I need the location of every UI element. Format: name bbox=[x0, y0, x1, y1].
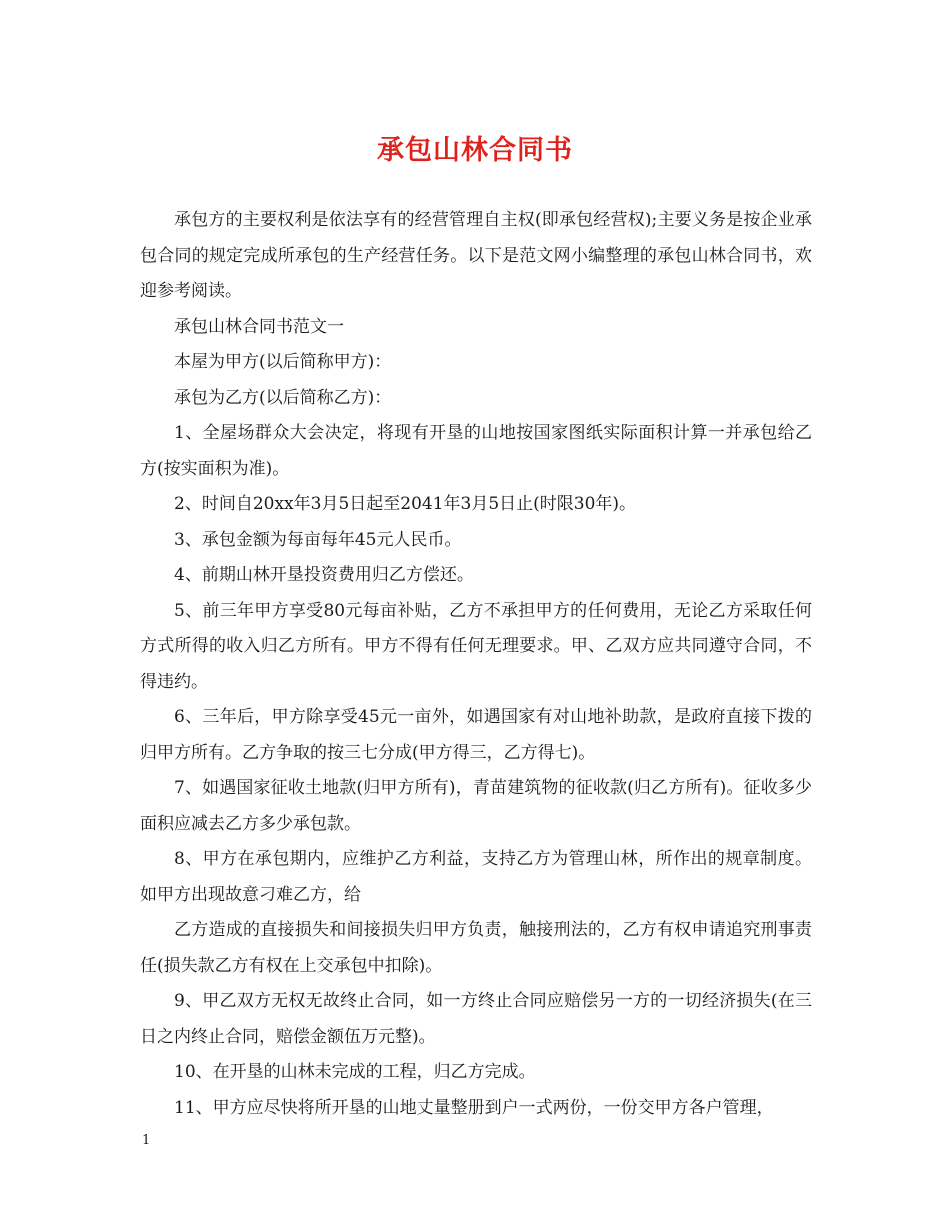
paragraph-clause-2: 2、时间自20xx年3月5日起至2041年3月5日止(时限30年)。 bbox=[174, 494, 637, 514]
paragraph-clause-11: 11、甲方应尽快将所开垦的山地丈量整册到户一式两份，一份交甲方各户管理， bbox=[174, 1097, 774, 1118]
paragraph-heading: 承包山林合同书范文一 bbox=[174, 316, 344, 337]
paragraph-clause-9: 9、甲乙双方无权无故终止合同，如一方终止合同应赔偿另一方的一切经济损失(在三日之内终止合同，赔偿金额伍万元整)。 bbox=[140, 991, 812, 1047]
paragraph-clause-6: 6、三年后，甲方除享受45元一亩外，如遇国家有对山地补助款，是政府直接下拨的归甲方所有。乙方争取的按三七分成(甲方得三，乙方得七)。 bbox=[140, 707, 812, 763]
paragraph-clause-5: 5、前三年甲方享受80元每亩补贴，乙方不承担甲方的任何费用，无论乙方采取任何方式所得的收入归乙方所有。甲方不得有任何无理要求。甲、乙双方应共同遵守合同，不得违约。 bbox=[140, 600, 812, 692]
paragraph-clause-3: 3、承包金额为每亩每年45元人民币。 bbox=[174, 529, 462, 550]
paragraph-clause-1: 1、全屋场群众大会决定，将现有开垦的山地按国家图纸实际面积计算一并承包给乙方(按实面积为准)。 bbox=[140, 423, 812, 479]
document-title: 承包山林合同书 bbox=[377, 135, 573, 166]
paragraph-clause-10: 10、在开垦的山林未完成的工程，归乙方完成。 bbox=[174, 1062, 536, 1082]
paragraph-clause-4: 4、前期山林开垦投资费用归乙方偿还。 bbox=[174, 565, 474, 585]
paragraph-intro: 承包方的主要权利是依法享有的经营管理自主权(即承包经营权);主要义务是按企业承包合同的规定完成所承包的生产经营任务。以下是范文网小编整理的承包山林合同书，欢迎参考阅读。 bbox=[140, 210, 812, 301]
paragraph-party-a: 本屋为甲方(以后简称甲方)： bbox=[174, 352, 392, 372]
paragraph-party-b: 承包为乙方(以后简称乙方)： bbox=[174, 387, 392, 408]
paragraph-clause-7: 7、如遇国家征收土地款(归甲方所有)，青苗建筑物的征收款(归乙方所有)。征收多少面积应减去乙方多少承包款。 bbox=[140, 778, 812, 834]
paragraph-clause-8-cont: 乙方造成的直接损失和间接损失归甲方负责，触接刑法的，乙方有权申请追究刑事责任(损失款乙方有权在上交承包中扣除)。 bbox=[140, 920, 812, 976]
paragraph-clause-8: 8、甲方在承包期内，应维护乙方利益，支持乙方为管理山林，所作出的规章制度。如甲方出现故意刁难乙方，给 bbox=[140, 849, 812, 905]
document-body bbox=[140, 203, 812, 1126]
page-number: 1 bbox=[142, 1133, 151, 1148]
